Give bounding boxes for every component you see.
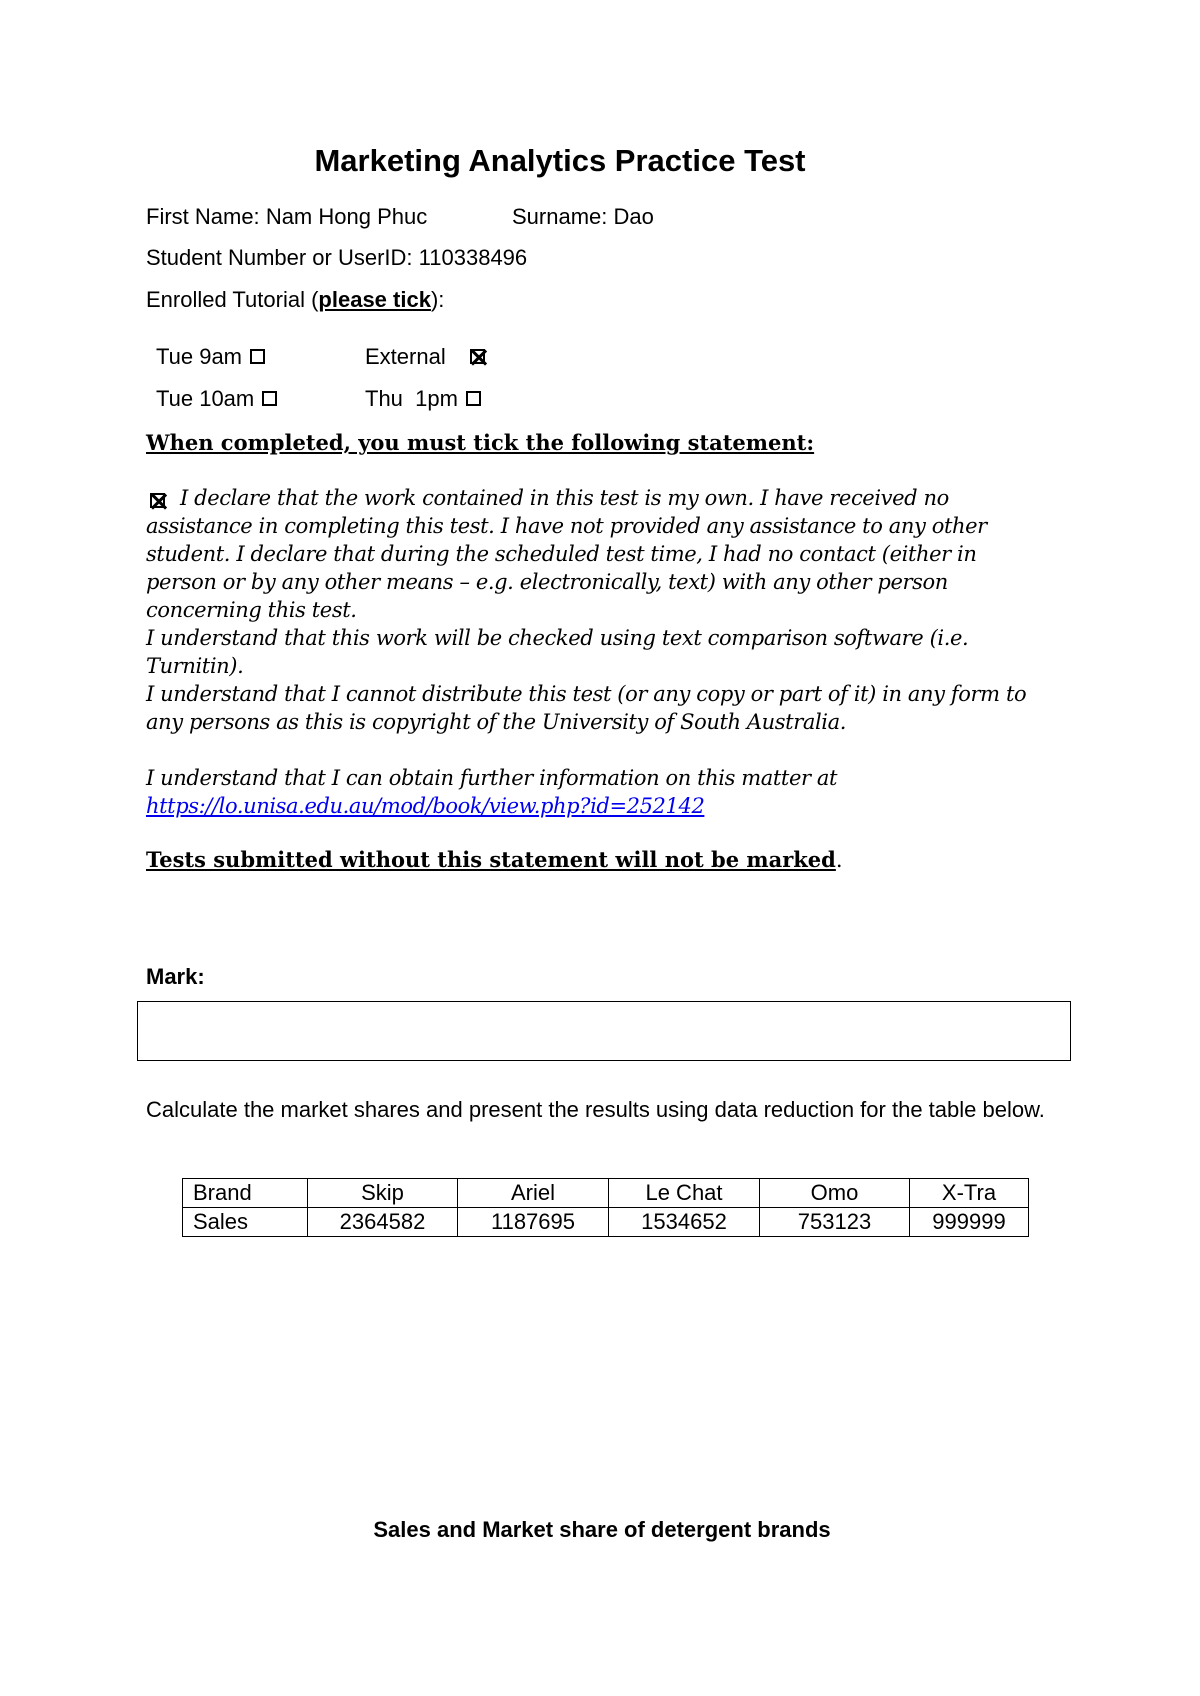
- student-number-row: [146, 245, 527, 271]
- table-row: [183, 1179, 1029, 1208]
- surname-value[interactable]: Dao: [613, 204, 654, 229]
- checkbox-tue-9am[interactable]: [250, 349, 265, 364]
- table-cell: 2364582: [308, 1208, 458, 1237]
- tutorial-option-thu-1pm[interactable]: [365, 386, 481, 412]
- table-header-cell: Brand: [183, 1179, 308, 1208]
- table-cell: Ariel: [458, 1179, 609, 1208]
- tutorial-option-external[interactable]: [365, 344, 485, 370]
- mark-label: Mark:: [146, 964, 205, 989]
- please-tick-emphasis: please tick: [318, 287, 431, 312]
- question-text: Calculate the market shares and present the results using data reduction for the table below.: [146, 1097, 1045, 1122]
- tutorial-option-tue-9am[interactable]: [156, 344, 265, 370]
- checkbox-thu-1pm[interactable]: [466, 391, 481, 406]
- further-info-text: I understand that I can obtain further information on this matter at: [146, 766, 838, 790]
- table-header-cell: Sales: [183, 1208, 308, 1237]
- table-cell: 1187695: [458, 1208, 609, 1237]
- declaration-paragraph: I declare that the work contained in this test is my own. I have received no assistance in completing this test. I have not provided any assistance to any other student. I declare that during the scheduled test time, I had no contact (either in person or by any other means – e.g. electronically, text) with any other person concerning this test.: [146, 486, 987, 622]
- first-name-row: [146, 204, 427, 230]
- table-cell: Omo: [760, 1179, 910, 1208]
- further-info-paragraph: [146, 764, 1046, 820]
- sales-table: [182, 1178, 1029, 1237]
- statement-heading: When completed, you must tick the following statement:: [146, 430, 815, 455]
- first-name-value[interactable]: Nam Hong Phuc: [265, 204, 428, 229]
- warning-text: Tests submitted without this statement will not be marked: [146, 847, 836, 872]
- table-cell: 1534652: [609, 1208, 760, 1237]
- turnitin-paragraph: I understand that this work will be checked using text comparison software (i.e. Turnitin).: [146, 626, 969, 678]
- tutorial-label-end: ):: [430, 287, 445, 312]
- policy-link[interactable]: https://lo.unisa.edu.au/mod/book/view.php?id=252142: [146, 794, 705, 818]
- tutorial-option-label: External: [365, 344, 446, 369]
- surname-row: [512, 204, 654, 230]
- table-caption: Sales and Market share of detergent brands: [373, 1517, 831, 1542]
- table-row: [183, 1208, 1029, 1237]
- checkbox-external[interactable]: [470, 349, 485, 364]
- warning-line: [146, 847, 843, 872]
- table-cell: X-Tra: [910, 1179, 1029, 1208]
- table-cell: 753123: [760, 1208, 910, 1237]
- checkbox-tue-10am[interactable]: [262, 391, 277, 406]
- tutorial-label: [146, 287, 444, 313]
- tutorial-option-label: Tue 10am: [156, 386, 255, 411]
- table-cell: Le Chat: [609, 1179, 760, 1208]
- table-cell: Skip: [308, 1179, 458, 1208]
- tutorial-option-label: Thu 1pm: [365, 386, 458, 411]
- tutorial-label-start: Enrolled Tutorial (: [146, 287, 319, 312]
- copyright-paragraph: I understand that I cannot distribute this test (or any copy or part of it) in any form to any persons as this is copyright of the University of South Australia.: [146, 682, 1027, 734]
- first-name-label: First Name:: [146, 204, 260, 229]
- tutorial-option-tue-10am[interactable]: [156, 386, 277, 412]
- surname-label: Surname:: [512, 204, 608, 229]
- tutorial-option-label: Tue 9am: [156, 344, 243, 369]
- student-number-value[interactable]: 110338496: [418, 245, 528, 270]
- page-title: Marketing Analytics Practice Test: [314, 143, 806, 178]
- warning-end: .: [835, 848, 843, 872]
- table-cell: 999999: [910, 1208, 1029, 1237]
- student-number-label: Student Number or UserID:: [146, 245, 413, 270]
- mark-box[interactable]: [137, 1001, 1071, 1061]
